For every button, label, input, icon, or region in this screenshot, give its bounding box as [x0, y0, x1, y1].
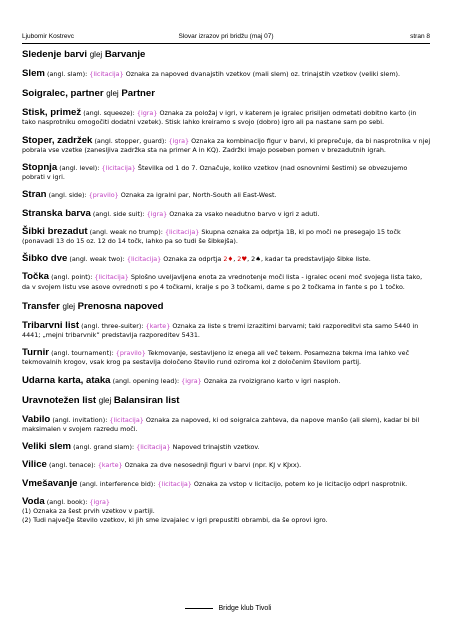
dictionary-entry: Stran (angl. side): {pravilo} Oznaka za igralni par, North-South ali East-West.	[22, 189, 277, 201]
dictionary-entry: Šibko dve (angl. weak two): {licitacija} Oznaka za odprtja 2♦, 2♥, 2♠, kadar ta predstavljajo šibke liste.	[22, 253, 371, 265]
page-footer	[0, 605, 452, 612]
footer-club-name: Bridge klub Tivoli	[218, 605, 272, 612]
dictionary-entry: Turnir (angl. tournament): {pravilo} Tekmovanje, sestavljeno iz enega ali več tekem. Posamezna tekma ima lahko več tekmovalnih krogov, vsak krog pa sestavlja določeno število rund oziroma kol z določenim številom partij.	[22, 347, 410, 367]
suit-bid-spades: 2♠	[251, 255, 261, 264]
cross-reference: Sledenje barvi glej Barvanje	[22, 49, 146, 60]
suit-bid-hearts: 2♥	[237, 255, 248, 264]
dictionary-entry: Šibki brezadut (angl. weak no trump): {licitacija} Skupna oznaka za odprtja 1B, ki po moči ne presegajo 15 točk (ponavadi 13 do 15 oz. 12 do 14 točk, lahko pa so tudi še šibkejša).	[22, 225, 401, 246]
suit-bid-diamonds: 2♦	[223, 255, 234, 264]
dictionary-entry: Stoper, zadržek (angl. stopper, guard): {igra} Oznaka za kombinacijo figur v barvi, ki preprečuje, da bi nasprotnika v njej pobrala vse vzetke (zanesljiva zadržka sta na primer A in KQ). Zadržki imajo poseben pomen v brezadutnih igrah.	[22, 134, 431, 154]
header-page-number: stran 8	[410, 33, 430, 40]
cross-reference: Uravnotežen list glej Balansiran list	[22, 394, 180, 406]
dictionary-content	[22, 48, 432, 533]
footer-rule	[185, 608, 213, 609]
dictionary-entry: Tribarvni list (angl. three-suiter): {karte} Oznaka za liste s tremi izrazitimi barvami; taki razporeditvi sta samo 5440 in 4441; „mejni tribarvnik” predstavlja razporeditev 5431.	[22, 319, 419, 340]
cross-reference: Transfer glej Prenosna napoved	[22, 300, 164, 312]
dictionary-entry: Vmešavanje (angl. interference bid): {licitacija} Oznaka za vstop v licitacijo, potem ko je licitacijo odprl nasprotnik.	[22, 477, 408, 489]
dictionary-entry: Voda (angl. book): {igra} (1) Oznaka za šest prvih vzetkov v partiji. (2) Tudi največje število vzetkov, ki jih sme izvajalec v igri prepustiti obrambi, da še oprovi igro.	[22, 495, 328, 525]
dictionary-entry: Vilice (angl. tenace): {karte} Oznaka za dve nesosednji figuri v barvi (npr. KJ v KJxx).	[22, 459, 302, 471]
header-title: Slovar izrazov pri bridžu (maj 07)	[178, 33, 274, 40]
dictionary-entry: Stopnja (angl. level): {licitacija} Številka od 1 do 7. Označuje, koliko vzetkov (nad osnovnimi šestimi) se obvezujemo pobrati v igri.	[22, 162, 408, 182]
dictionary-entry: Točka (angl. point): {licitacija} Splošno uveljavljena enota za vrednotenje moči lista - igralec oceni moč svojega lista tako, da v svojem listu vse asove ovrednoti s po 4 točkami, kralje s po 3 točkami, dame s po 2 točkama in fante s po 1 točko.	[22, 271, 423, 291]
header-author: Ljubomir Kostrevc	[22, 33, 75, 40]
cross-reference: Soigralec, partner glej Partner	[22, 88, 155, 100]
dictionary-entry: Vabilo (angl. invitation): {licitacija} Oznaka za napoved, ki od soigralca zahteva, da napove manšo (ali slem), kadar bi bil maksimalen v svojem razredu moči.	[22, 413, 420, 434]
dictionary-entry: Stisk, primež (angl. squeeze): {igra} Oznaka za položaj v igri, v katerem je igralec prisiljen odmetati dobitno karto (in tako nasprotniku omogočiti dodatni vzetek). Stisk lahko kreiramo s svojo (dobro) igro ali pa nastane sam po sebi.	[22, 107, 417, 127]
dictionary-entry: Udarna karta, ataka (angl. opening lead): {igra} Oznaka za rvoizigrano karto v igri nasploh.	[22, 374, 341, 386]
dictionary-entry: Veliki slem (angl. grand slam): {licitacija} Napoved trinajstih vzetkov.	[22, 441, 260, 453]
dictionary-entry: Slem (angl. slam): {licitacija} Oznaka za napoved dvanajstih vzetkov (mali slem) oz. trinajstih vzetkov (veliki slem).	[22, 68, 401, 79]
page-header	[22, 31, 430, 44]
dictionary-entry: Stranska barva (angl. side suit): {igra} Oznaka za vsako neadutno barvo v igri z aduti.	[22, 207, 320, 219]
